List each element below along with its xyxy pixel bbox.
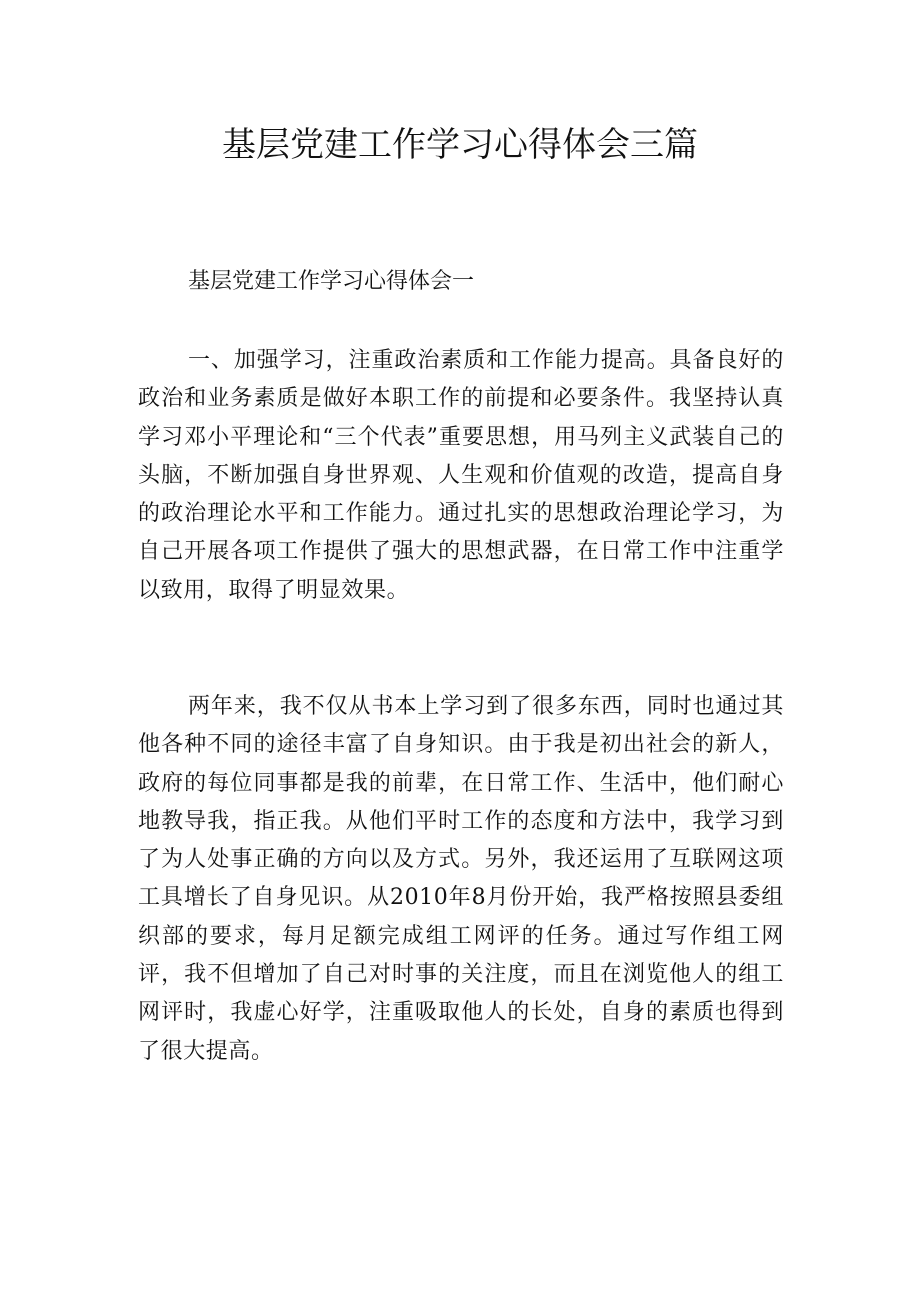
paragraph: 两年来，我不仅从书本上学习到了很多东西，同时也通过其他各种不同的途径丰富了自身知识。由于我是初出社会的新人，政府的每位同事都是我的前辈，在日常工作、生活中，他们耐心地教导我，指正我。从他们平时工作的态度和方法中，我学习到了为人处事正确的方向以及方式。另外，我还运用了互联网这项工具增长了自身见识。从2010年8月份开始，我严格按照县委组织部的要求，每月足额完成组工网评的任务。通过写作组工网评，我不但增加了自己对时事的关注度，而且在浏览他人的组工网评时，我虚心好学，注重吸取他人的长处，自身的素质也得到了很大提高。 — [138, 694, 784, 1064]
paragraph: 一、加强学习，注重政治素质和工作能力提高。具备良好的政治和业务素质是做好本职工作的前提和必要条件。我坚持认真学习邓小平理论和“三个代表”重要思想，用马列主义武装自己的头脑，不断加强自身世界观、人生观和价值观的改造，提高自身的政治理论水平和工作能力。通过扎实的思想政治理论学习，为自己开展各项工作提供了强大的思想武器，在日常工作中注重学以致用，取得了明显效果。 — [138, 348, 784, 603]
section-heading: 基层党建工作学习心得体会一 — [188, 269, 475, 294]
document-title: 基层党建工作学习心得体会三篇 — [222, 125, 698, 165]
